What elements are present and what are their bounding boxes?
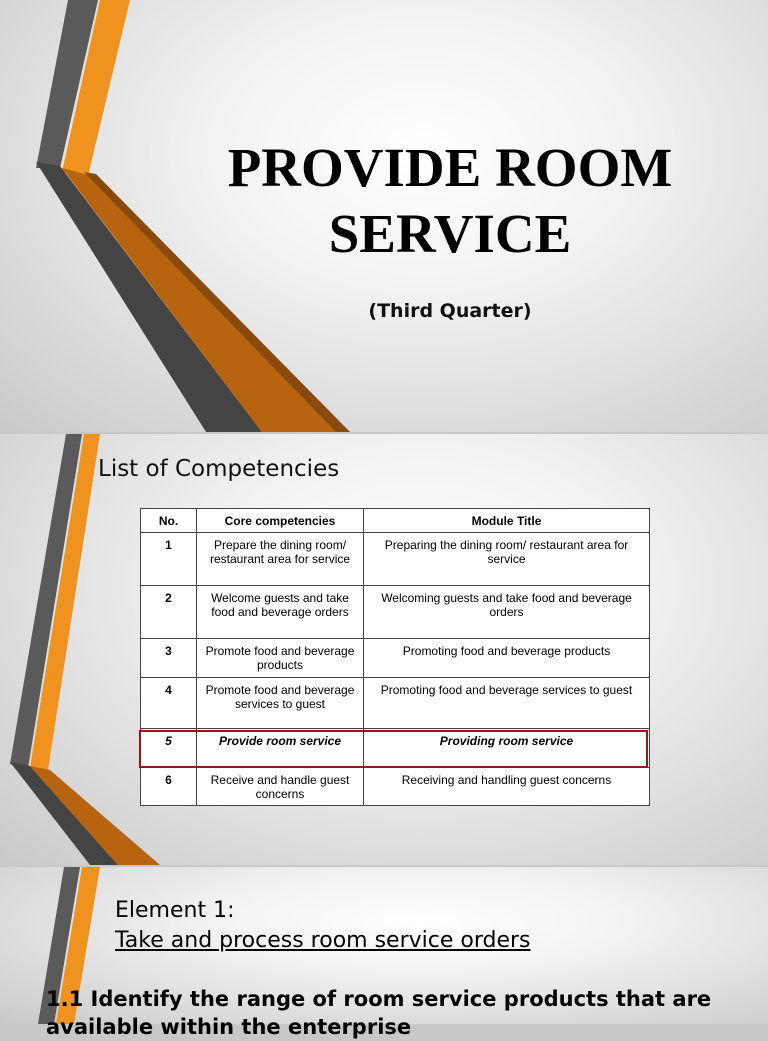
cell-no: 4 [141, 678, 197, 729]
slide-title [0, 0, 768, 432]
cell-no: 3 [141, 639, 197, 678]
title-line-2: SERVICE [328, 203, 572, 264]
competencies-title: List of Competencies [98, 456, 340, 482]
element-item [46, 985, 746, 1041]
slide-competencies [0, 434, 768, 865]
cell-no: 1 [141, 533, 197, 586]
cell-module: Providing room service [364, 729, 650, 768]
competencies-table [140, 508, 650, 806]
cell-core: Promote food and beverage products [197, 639, 364, 678]
cell-module: Preparing the dining room/ restaurant area for service [364, 533, 650, 586]
table-row [141, 678, 650, 729]
table-row [141, 586, 650, 639]
cell-core: Welcome guests and take food and beverage orders [197, 586, 364, 639]
slide-subtitle: (Third Quarter) [368, 300, 532, 322]
cell-module: Promoting food and beverage services to guest [364, 678, 650, 729]
slide-title-heading [170, 135, 730, 267]
item-number: 1.1 [46, 987, 84, 1011]
cell-module: Promoting food and beverage products [364, 639, 650, 678]
cell-core: Promote food and beverage services to guest [197, 678, 364, 729]
table-row-highlighted [141, 729, 650, 768]
table-row [141, 768, 650, 806]
cell-module: Receiving and handling guest concerns [364, 768, 650, 806]
title-line-1: PROVIDE ROOM [227, 137, 673, 198]
cell-no: 5 [141, 729, 197, 768]
header-module: Module Title [364, 509, 650, 533]
cell-core: Provide room service [197, 729, 364, 768]
element-label: Element 1: [115, 898, 235, 923]
cell-core: Prepare the dining room/ restaurant area for service [197, 533, 364, 586]
header-no: No. [141, 509, 197, 533]
cell-no: 2 [141, 586, 197, 639]
slide-element-1 [0, 867, 768, 1039]
cell-module: Welcoming guests and take food and beverage orders [364, 586, 650, 639]
cell-no: 6 [141, 768, 197, 806]
header-core: Core competencies [197, 509, 364, 533]
table-header-row [141, 509, 650, 533]
table-row [141, 639, 650, 678]
table-row [141, 533, 650, 586]
element-title: Take and process room service orders [115, 928, 531, 953]
cell-core: Receive and handle guest concerns [197, 768, 364, 806]
item-text: Identify the range of room service products that are available within the enterprise [46, 987, 712, 1039]
